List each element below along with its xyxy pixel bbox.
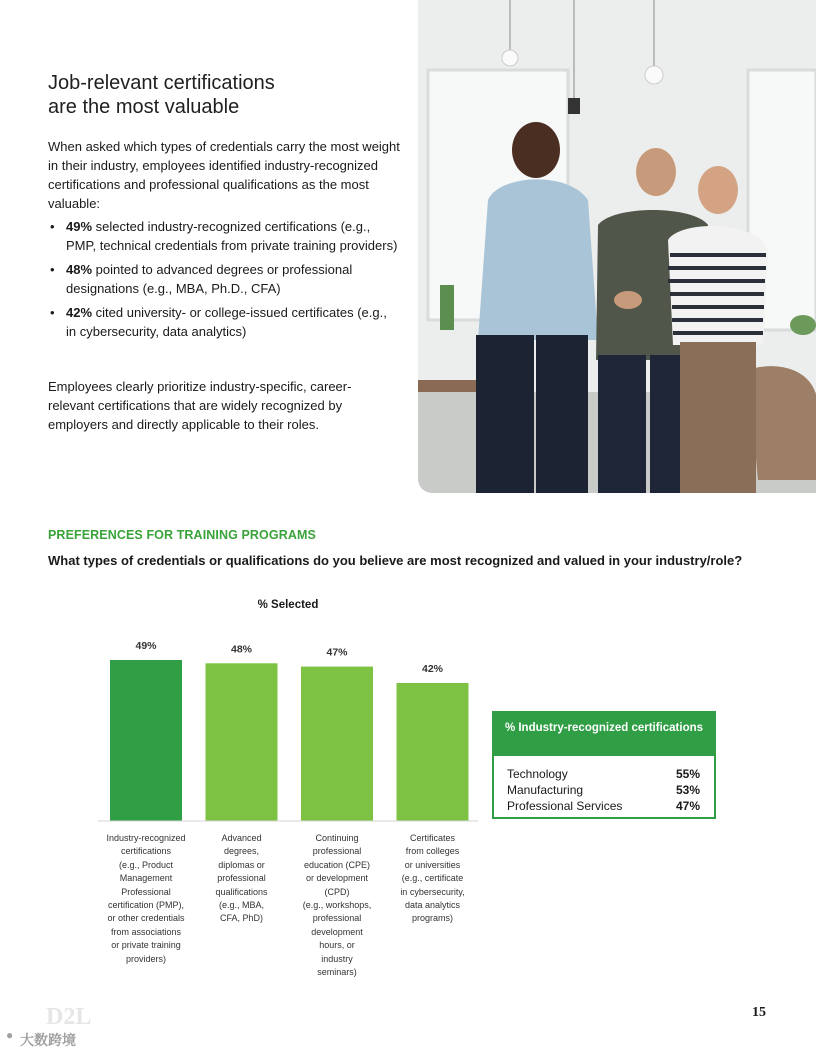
bar-value-label: 48%	[230, 643, 253, 656]
category-label-line: from colleges	[405, 846, 460, 857]
category-label-line: certification (PMP),	[107, 900, 185, 911]
category-label-line: professional	[312, 846, 362, 857]
category-label-line: data analytics	[404, 900, 461, 911]
category-label-line: or universities	[404, 859, 461, 870]
industry-label: Technology	[507, 767, 568, 781]
category-label-line: Continuing	[315, 833, 359, 843]
bar-value-label: 49%	[135, 640, 157, 652]
industry-value: 47%	[675, 799, 700, 813]
finding-pct: 49%	[66, 219, 93, 234]
category-label-line: professional	[312, 913, 362, 924]
finding-item	[48, 217, 398, 255]
category-label-line: (e.g., Product	[118, 859, 174, 870]
industry-row	[494, 766, 714, 782]
bars-group	[110, 640, 469, 821]
watermark	[6, 1004, 116, 1052]
finding-item	[48, 303, 398, 341]
category-label-line: degrees,	[223, 846, 260, 857]
industry-breakdown-table	[492, 711, 716, 819]
watermark-text: 大数跨境	[20, 1032, 76, 1048]
category-label-line: (e.g., workshops,	[302, 900, 372, 911]
category-label-line: professional	[217, 873, 266, 884]
industry-table-body	[494, 756, 714, 814]
category-label-line: seminars)	[317, 967, 357, 978]
findings-list	[48, 217, 398, 346]
bar-value-label: 42%	[421, 663, 444, 675]
category-label-line: diplomas or	[218, 859, 265, 870]
industry-label: Manufacturing	[507, 783, 584, 797]
finding-item	[48, 260, 398, 298]
category-label-line: or other credentials	[107, 913, 185, 924]
outro-paragraph: Employees clearly prioritize industry-specific, career-relevant certifications that are widely recognized by employers and directly applicable to their roles.	[48, 379, 352, 432]
category-label-line: Professional	[121, 886, 171, 897]
photo-illustration	[418, 0, 816, 493]
finding-pct: 48%	[66, 262, 93, 277]
finding-text: selected industry-recognized certifications (e.g., PMP, technical credentials from private training providers)	[66, 219, 398, 253]
office-handshake-photo	[418, 0, 816, 493]
section-title: PREFERENCES FOR TRAINING PROGRAMS	[48, 528, 316, 542]
page-number: 15	[752, 1005, 766, 1020]
category-label-line: programs)	[411, 913, 453, 924]
survey-question: What types of credentials or qualifications do you believe are most recognized and valued in your industry/role?	[48, 553, 743, 568]
category-label-line: or development	[305, 873, 369, 884]
watermark-logo: D2L	[46, 1004, 92, 1030]
heading-line-1: Job-relevant certifications	[48, 72, 275, 94]
industry-label: Professional Services	[507, 799, 623, 813]
industry-value: 55%	[675, 767, 700, 781]
category-label-line: in cybersecurity,	[400, 886, 465, 897]
article-heading	[48, 71, 388, 119]
category-label-line: Certificates	[409, 833, 455, 843]
bar	[110, 660, 182, 821]
bar	[206, 663, 278, 821]
category-label-line: certifications	[120, 846, 172, 857]
category-label	[385, 832, 481, 926]
category-label-line: education (CPE)	[303, 859, 371, 870]
bar-value-label: 47%	[326, 646, 348, 659]
category-label-line: qualifications	[215, 886, 268, 897]
category-label	[289, 832, 385, 979]
industry-value: 53%	[675, 783, 700, 797]
category-label-line: hours, or	[319, 940, 355, 951]
category-label-line: development	[311, 926, 363, 937]
industry-table-header: % Industry-recognized certifications	[494, 713, 714, 756]
credentials-bar-chart	[0, 590, 480, 830]
category-label-line: providers)	[125, 953, 166, 964]
chart-title: % Selected	[257, 599, 319, 611]
finding-text: pointed to advanced degrees or professional designations (e.g., MBA, Ph.D., CFA)	[66, 262, 353, 296]
category-label-line: from associations	[110, 926, 182, 937]
intro-paragraph: When asked which types of credentials carry the most weight in their industry, employees identified industry-recognized certifications and professional qualifications as the most valuable:	[48, 139, 400, 211]
category-label-line: Management	[119, 873, 173, 884]
category-label-line: or private training	[111, 940, 181, 951]
category-label-line: (CPD)	[324, 886, 350, 897]
bar	[397, 683, 469, 821]
watermark-icon: ●	[6, 1028, 14, 1042]
industry-row	[494, 782, 714, 798]
category-label-line: (e.g., MBA,	[218, 900, 264, 911]
category-label	[98, 832, 194, 966]
category-label-line: (e.g., certificate	[401, 873, 464, 884]
category-label-line: industry	[321, 953, 353, 964]
category-label-line: Industry-recognized	[106, 833, 186, 843]
heading-line-2: are the most valuable	[48, 96, 240, 118]
category-label	[194, 832, 290, 926]
finding-pct: 42%	[66, 305, 93, 320]
industry-row	[494, 798, 714, 814]
bar	[301, 667, 373, 821]
category-label-line: CFA, PhD)	[219, 913, 263, 924]
finding-text: cited university- or college-issued certificates (e.g., in cybersecurity, data analytics)	[66, 305, 387, 339]
category-label-line: Advanced	[221, 833, 262, 843]
